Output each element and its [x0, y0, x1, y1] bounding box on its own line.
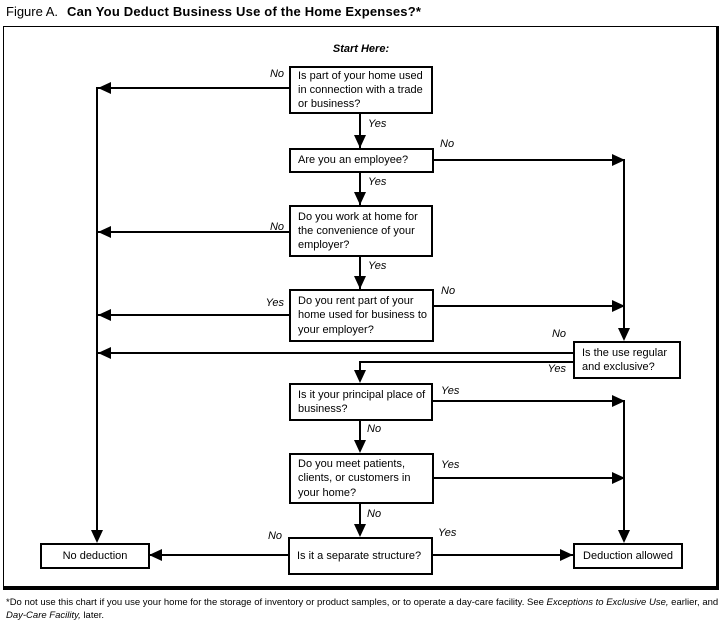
line-q1-no	[97, 87, 289, 89]
label-q6-yes: Yes	[441, 385, 460, 397]
line-q4-no	[433, 305, 625, 307]
label-q5-yes: Yes	[547, 363, 566, 375]
arrow-into-q2-icon	[354, 135, 366, 148]
node-q2-are-you-employee	[289, 148, 434, 173]
label-q7-yes: Yes	[441, 459, 460, 471]
node-q2-text: Are you an employee?	[298, 154, 409, 167]
label-q1-no: No	[269, 68, 284, 80]
line-q6-yes	[432, 400, 625, 402]
node-q6-text: Is it your principal place of business?	[298, 388, 426, 415]
footnote-part3: later.	[80, 610, 105, 622]
node-q7-text: Do you meet patients, clients, or customers in your home?	[298, 458, 411, 499]
node-q8-separate-structure	[288, 537, 433, 575]
label-q4-no: No	[441, 285, 456, 297]
label-q2-yes: Yes	[368, 176, 387, 188]
arrow-q8-no-into-no-deduction-icon	[149, 549, 162, 561]
node-q1-home-used-for-business	[289, 66, 433, 114]
arrow-q7-yes-merge-icon	[612, 472, 625, 484]
label-q8-yes: Yes	[438, 527, 457, 539]
start-here-label: Start Here:	[332, 43, 390, 55]
no-deduction-text: No deduction	[62, 549, 128, 562]
node-q7-meet-patients	[289, 453, 434, 504]
arrow-q6-yes-merge-icon	[612, 395, 625, 407]
node-q8-text: Is it a separate structure?	[297, 549, 422, 562]
arrow-q2-no-merge-icon	[612, 154, 625, 166]
label-q2-no: No	[440, 138, 455, 150]
line-q7-no-down	[359, 503, 361, 526]
label-q7-no: No	[367, 508, 382, 520]
node-deduction-allowed	[573, 543, 683, 569]
arrow-into-no-deduction-icon	[91, 530, 103, 543]
node-q3-work-at-home-convenience	[289, 205, 433, 257]
arrow-into-q5-icon	[618, 328, 630, 341]
arrow-into-q8-icon	[354, 524, 366, 537]
figure-label: Figure A.	[6, 4, 59, 19]
line-q2-no	[433, 159, 625, 161]
node-q4-rent-to-employer	[289, 289, 434, 342]
node-q4-text: Do you rent part of your home used for business to your employer?	[298, 295, 428, 336]
line-q7-yes	[433, 477, 625, 479]
arrow-q8-yes-into-deduction-allowed-icon	[560, 549, 573, 561]
arrow-into-q3-icon	[354, 192, 366, 205]
footnote-part1: *Do not use this chart if you use your home for the storage of inventory or product samples, or to operate a day-care facility. See	[6, 597, 547, 608]
line-q6-no-down	[359, 420, 361, 442]
arrow-into-q7-icon	[354, 440, 366, 453]
label-q8-no: No	[267, 530, 282, 542]
line-q5-no	[97, 352, 573, 354]
arrow-into-deduction-allowed-icon	[618, 530, 630, 543]
label-q3-no: No	[269, 221, 284, 233]
footnote-ref-daycare: Day-Care Facility,	[6, 610, 81, 622]
node-no-deduction	[40, 543, 150, 569]
line-q4-yes	[97, 314, 289, 316]
label-q3-yes: Yes	[368, 260, 387, 272]
node-q1-text: Is part of your home used in connection with a trade or business?	[298, 69, 423, 111]
footnote-part2: earlier, and	[668, 597, 719, 608]
node-q6-principal-place	[289, 383, 433, 421]
arrow-q3-no-merge-icon	[98, 226, 111, 238]
label-q5-no: No	[551, 328, 566, 340]
line-right-merge-to-deduction	[623, 400, 625, 532]
footnote-ref-exceptions: Exceptions to Exclusive Use,	[546, 597, 669, 608]
deduction-allowed-text: Deduction allowed	[583, 549, 673, 562]
page-title: Can You Deduct Business Use of the Home Expenses?*	[67, 4, 422, 19]
arrow-into-q6-icon	[354, 370, 366, 383]
label-q6-no: No	[367, 423, 382, 435]
footnote	[6, 596, 720, 623]
label-q4-yes: Yes	[265, 297, 284, 309]
line-q8-no	[149, 554, 288, 556]
arrow-q4-yes-merge-icon	[98, 309, 111, 321]
arrow-q5-no-merge-icon	[98, 347, 111, 359]
arrow-into-q4-icon	[354, 276, 366, 289]
node-q3-text: Do you work at home for the convenience of your employer?	[298, 210, 418, 252]
arrow-q4-no-merge-icon	[612, 300, 625, 312]
label-q1-yes: Yes	[368, 118, 387, 130]
node-q5-regular-and-exclusive	[573, 341, 681, 379]
arrow-q1-no-merge-icon	[98, 82, 111, 94]
node-q5-text: Is the use regular and exclusive?	[582, 346, 667, 373]
line-q8-yes	[432, 554, 573, 556]
figure-title	[6, 4, 421, 19]
